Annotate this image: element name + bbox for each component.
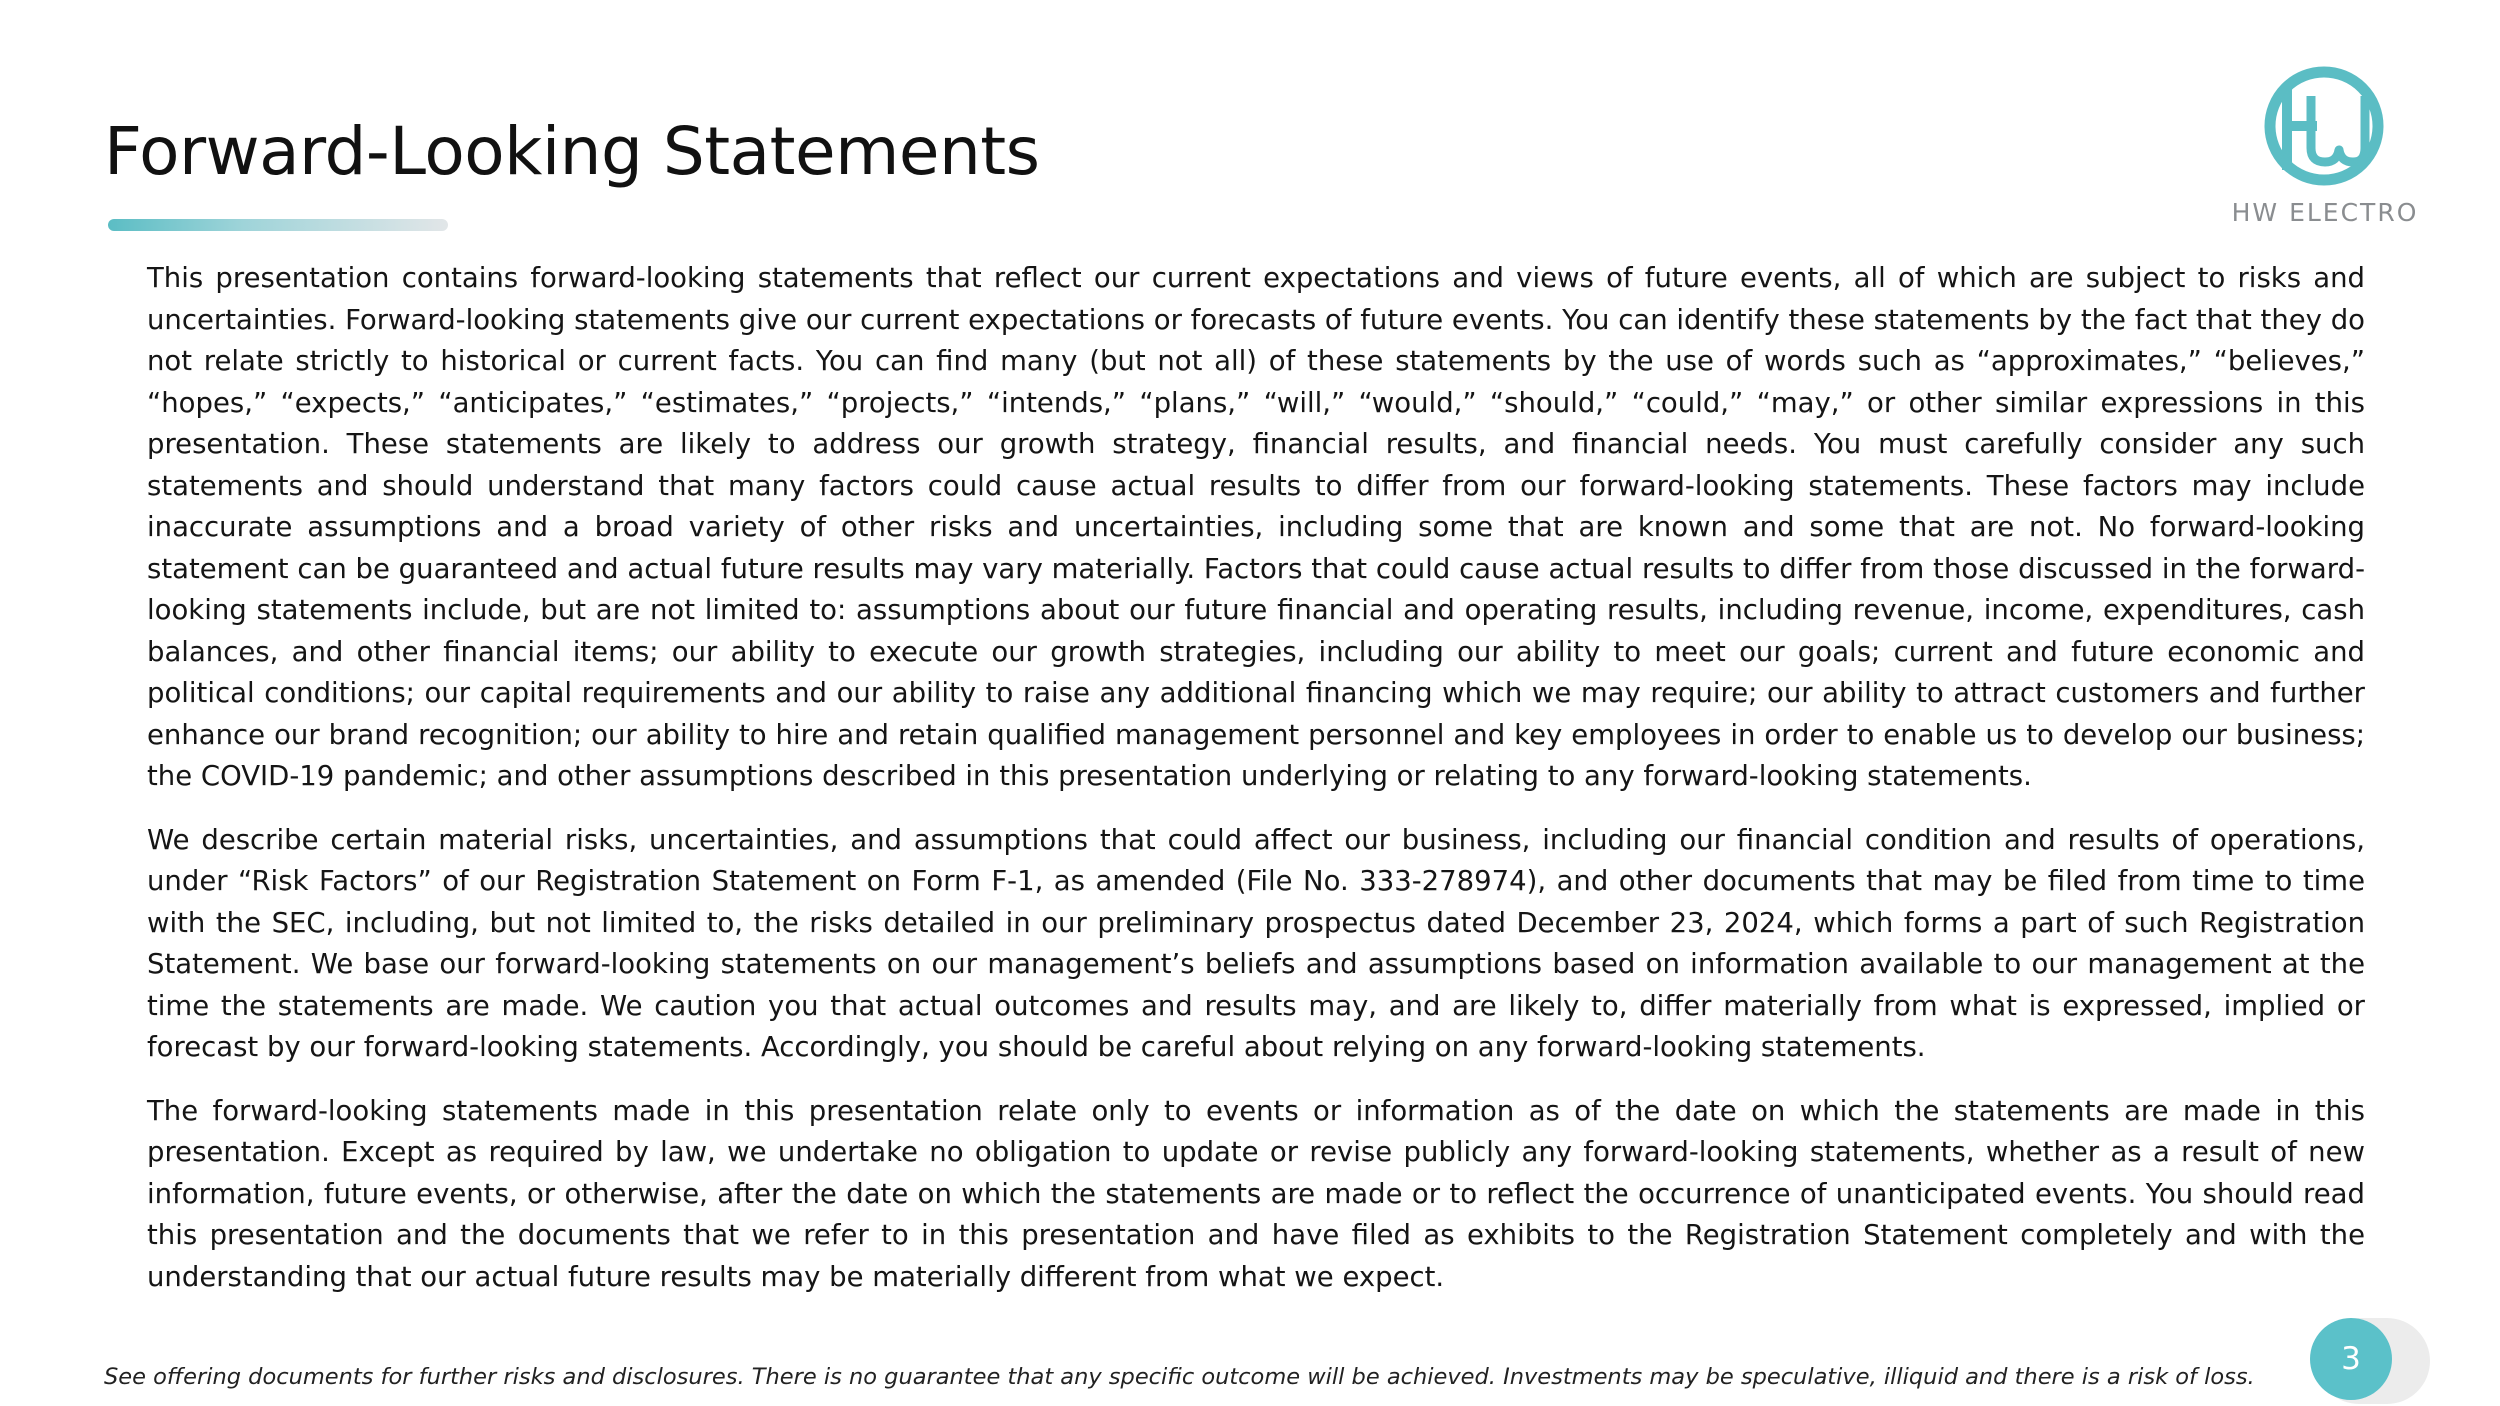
paragraph-risk-factors: We describe certain material risks, uncertainties, and assumptions that could affect our business, including our financial condition and results of operations, under “Risk Factors” of our Registration Statement on Form F-1, as amended (File No. 333-278974), and other documents that may be filed from time to time with the SEC, including, but not limited to, the risks detailed in our preliminary prospectus dated December 23, 2024, which forms a part of such Registration Statement. We base our forward-looking statements on our management’s beliefs and assumptions based on information available to our management at the time the statements are made. We caution you that actual outcomes and results may, and are likely to, differ materially from what is expressed, implied or forecast by our forward-looking statements. Accordingly, you should be careful about relying on any forward-looking statements. — [147, 823, 2365, 1063]
footer-disclaimer: See offering documents for further risks and disclosures. There is no guarantee that any specific outcome will be achieved. Investments may be speculative, illiquid and there is a risk of loss. — [104, 1364, 2255, 1390]
paragraph-risk-overview: This presentation contains forward-looking statements that reflect our current expectations and views of future events, all of which are subject to risks and uncertainties. Forward-looking statements give our current expectations or forecasts of future events. You can identify these statements by the fact that they do not relate strictly to historical or current facts. You can find many (but not all) of these statements by the use of words such as “approximates,” “believes,” “hopes,” “expects,” “anticipates,” “estimates,” “projects,” “intends,” “plans,” “will,” “would,” “should,” “could,” “may,” or other similar expressions in this presentation. These statements are likely to address our growth strategy, financial results, and financial needs. You must carefully consider any such statements and should understand that many factors could cause actual results to differ from our forward-looking statements. These factors may include inaccurate assumptions and a broad variety of other risks and uncertainties, including some that are known and some that are not. No forward-looking statement can be guaranteed and actual future results may vary materially. Factors that could cause actual results to differ from those discussed in the forward-looking statements include, but are not limited to: assumptions about our future financial and operating results, including revenue, income, expenditures, cash balances, and other financial items; our ability to execute our growth strategies, including our ability to meet our goals; current and future economic and political conditions; our capital requirements and our ability to raise any additional financing which we may require; our ability to attract customers and further enhance our brand recognition; our ability to hire and retain qualified management personnel and key employees in order to enable us to develop our business; the COVID-19 pandemic; and other assumptions described in this presentation underlying or relating to any forward-looking statements. — [147, 262, 2365, 792]
paragraph-no-obligation: The forward-looking statements made in this presentation relate only to events or information as of the date on which the statements are made in this presentation. Except as required by law, we undertake no obligation to update or revise publicly any forward-looking statements, whether as a result of new information, future events, or otherwise, after the date on which the statements are made or to reflect the occurrence of unanticipated events. You should read this presentation and the documents that we refer to in this presentation and have filed as exhibits to the Registration Statement completely and with the understanding that our actual future results may be materially different from what we expect. — [147, 1094, 2365, 1293]
hw-electro-logo-icon — [2249, 66, 2399, 196]
slide-title: Forward-Looking Statements — [104, 113, 1040, 190]
company-logo — [2195, 66, 2455, 236]
title-underline — [108, 219, 448, 231]
statement-body — [147, 258, 2365, 1320]
logo-text: HW ELECTRO — [2231, 198, 2419, 227]
page-number-badge: 3 — [2310, 1318, 2392, 1400]
